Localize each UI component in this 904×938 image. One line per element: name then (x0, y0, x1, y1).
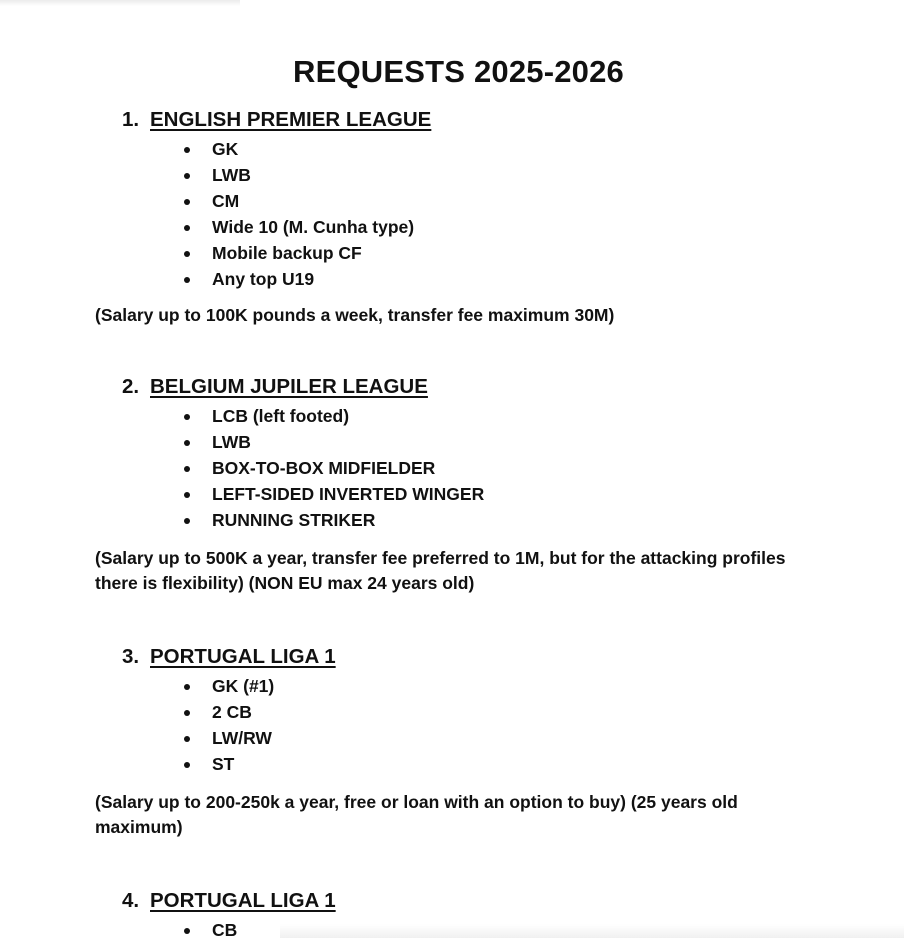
section-heading (122, 375, 428, 399)
list-item: BOX-TO-BOX MIDFIELDER (184, 455, 484, 481)
list-item: 2 CB (184, 699, 274, 725)
page-title: REQUESTS 2025-2026 (293, 54, 624, 89)
section-note: (Salary up to 200-250k a year, free or loan with an option to buy) (25 years old maximum) (95, 792, 738, 837)
request-list (184, 403, 484, 533)
section-heading (122, 889, 336, 913)
bullet-icon (184, 173, 190, 179)
section-name: BELGIUM JUPILER LEAGUE (150, 375, 428, 398)
list-item: Wide 10 (M. Cunha type) (184, 214, 414, 240)
list-item: GK (184, 136, 414, 162)
section-heading (122, 108, 431, 132)
section-name: PORTUGAL LIGA 1 (150, 889, 336, 912)
list-item: LEFT-SIDED INVERTED WINGER (184, 481, 484, 507)
request-list (184, 136, 414, 292)
list-item: ST (184, 751, 274, 777)
list-item: GK (#1) (184, 673, 274, 699)
list-item: LWB (184, 429, 484, 455)
page-edge-shadow-top (0, 0, 240, 6)
bullet-icon (184, 251, 190, 257)
bullet-icon (184, 762, 190, 768)
list-item: LW/RW (184, 725, 274, 751)
bullet-icon (184, 684, 190, 690)
bullet-icon (184, 225, 190, 231)
bullet-icon (184, 736, 190, 742)
bullet-icon (184, 518, 190, 524)
list-item: CM (184, 188, 414, 214)
section-number: 1. (122, 108, 140, 131)
bullet-icon (184, 147, 190, 153)
section-number: 3. (122, 645, 140, 668)
list-item: CB (184, 917, 237, 938)
section-name: PORTUGAL LIGA 1 (150, 645, 336, 668)
bullet-icon (184, 492, 190, 498)
bullet-icon (184, 199, 190, 205)
section-heading (122, 645, 336, 669)
page-edge-shadow-bottom (280, 924, 904, 938)
list-item: Mobile backup CF (184, 240, 414, 266)
bullet-icon (184, 414, 190, 420)
bullet-icon (184, 440, 190, 446)
request-list (184, 917, 237, 938)
section-number: 4. (122, 889, 140, 912)
bullet-icon (184, 928, 190, 934)
list-item: RUNNING STRIKER (184, 507, 484, 533)
bullet-icon (184, 466, 190, 472)
list-item: LWB (184, 162, 414, 188)
section-note: (Salary up to 500K a year, transfer fee preferred to 1M, but for the attacking profiles there is flexibility) (NON EU max 24 years old) (95, 548, 786, 593)
section-note: (Salary up to 100K pounds a week, transfer fee maximum 30M) (95, 305, 615, 325)
bullet-icon (184, 277, 190, 283)
list-item: LCB (left footed) (184, 403, 484, 429)
list-item: Any top U19 (184, 266, 414, 292)
section-name: ENGLISH PREMIER LEAGUE (150, 108, 432, 131)
request-list (184, 673, 274, 777)
bullet-icon (184, 710, 190, 716)
section-number: 2. (122, 375, 140, 398)
